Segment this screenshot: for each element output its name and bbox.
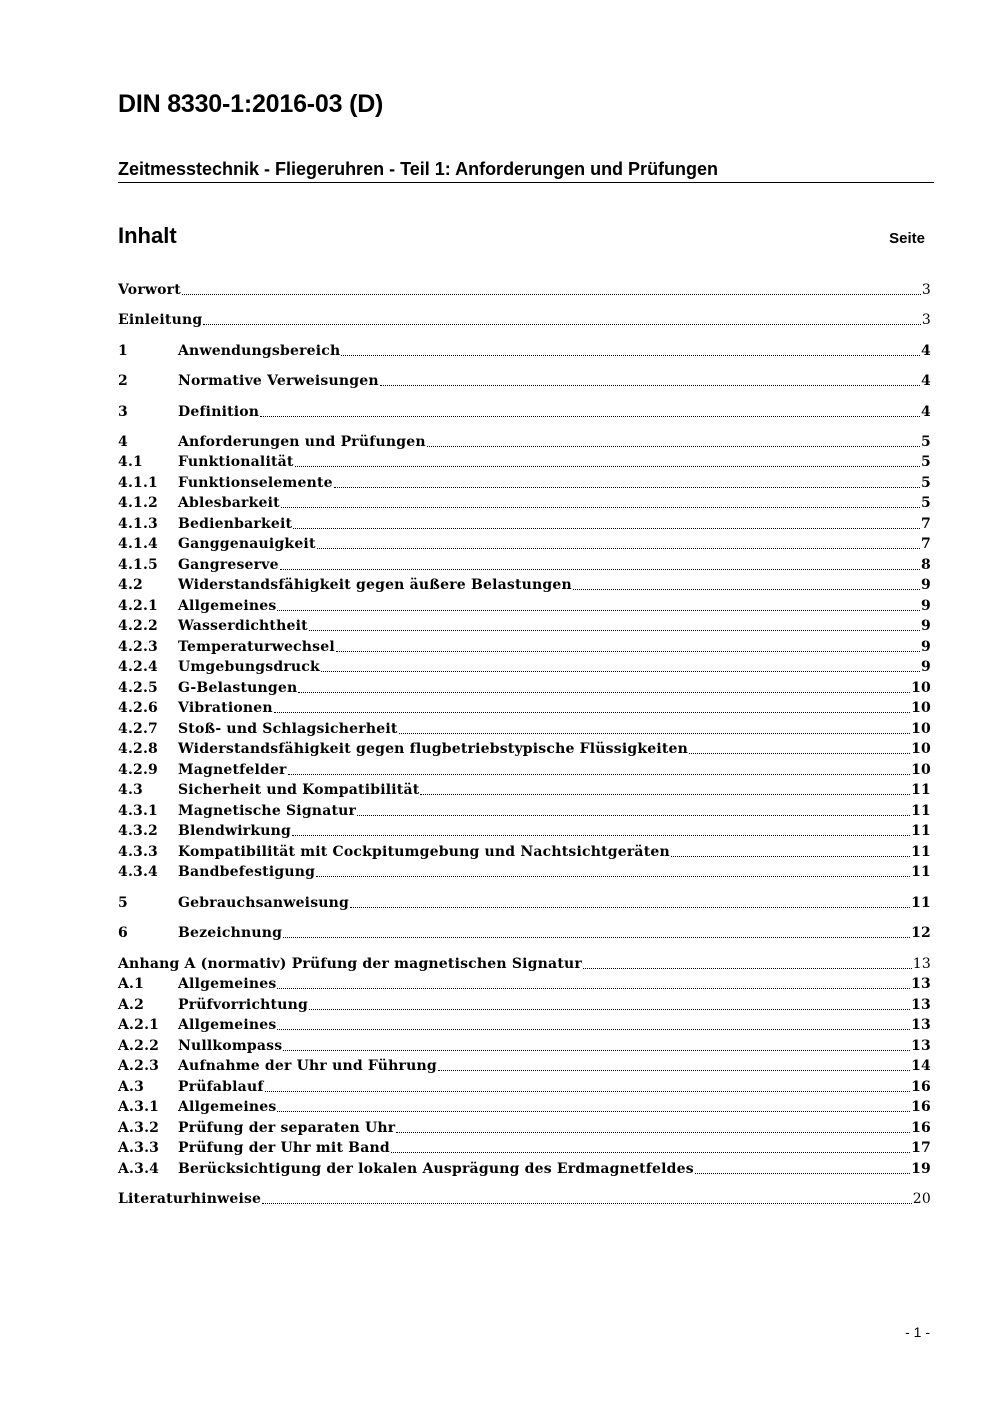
toc-entry-number: A.3.3 xyxy=(118,1140,160,1156)
toc-entry-number: A.2.3 xyxy=(118,1058,160,1074)
toc-dot-leader xyxy=(396,1131,910,1133)
toc-entry-title: Allgemeines xyxy=(178,1017,277,1033)
toc-entry-number: 4.3.3 xyxy=(118,844,158,860)
toc-entry-title: Blendwirkung xyxy=(178,823,292,839)
toc-entry-title: Aufnahme der Uhr und Führung xyxy=(178,1058,437,1074)
toc-entry-title: Widerstandsfähigkeit gegen flugbetriebstypische Flüssigkeiten xyxy=(178,741,689,757)
document-subtitle: Zeitmesstechnik - Fliegeruhren - Teil 1: Anforderungen und Prüfungen xyxy=(118,159,934,183)
toc-entry-page: 9 xyxy=(921,618,931,634)
toc-entry-title: Funktionselemente xyxy=(178,475,333,491)
toc-dot-leader xyxy=(283,936,910,938)
toc-entry[interactable] xyxy=(118,341,931,361)
toc-entry-page: 13 xyxy=(911,1038,931,1054)
toc-entry-page: 10 xyxy=(911,741,931,757)
toc-entry-title: Ablesbarkeit xyxy=(178,495,280,511)
toc-dot-leader xyxy=(277,1110,910,1112)
toc-entry-number: A.2.1 xyxy=(118,1017,160,1033)
toc-entry[interactable] xyxy=(118,432,931,452)
toc-heading: Inhalt xyxy=(118,223,177,248)
toc-entry-number: 4.3 xyxy=(118,782,143,798)
toc-entry[interactable] xyxy=(118,657,931,677)
toc-entry-title: Bezeichnung xyxy=(178,925,283,941)
toc-entry-page: 13 xyxy=(911,997,931,1013)
toc-entry-number: 4.1.4 xyxy=(118,536,158,552)
toc-entry[interactable] xyxy=(118,452,931,472)
page-number: - 1 - xyxy=(905,1324,930,1340)
toc-entry[interactable] xyxy=(118,678,931,698)
toc-dot-leader xyxy=(309,629,920,631)
toc-entry-number: 4.3.2 xyxy=(118,823,158,839)
toc-entry-page: 14 xyxy=(911,1058,931,1074)
toc-entry-page: 7 xyxy=(921,516,931,532)
toc-entry[interactable] xyxy=(118,821,931,841)
toc-entry-number: 4.2.6 xyxy=(118,700,158,716)
toc-entry-page: 7 xyxy=(921,536,931,552)
toc-entry-title: Prüfvorrichtung xyxy=(178,997,308,1013)
toc-entry-page: 10 xyxy=(911,680,931,696)
toc-entry[interactable] xyxy=(118,616,931,636)
toc-entry-title: Allgemeines xyxy=(178,976,277,992)
toc-entry-page: 4 xyxy=(921,373,931,389)
toc-entry-page: 9 xyxy=(921,659,931,675)
toc-entry-page: 20 xyxy=(912,1191,931,1207)
toc-entry-title: Normative Verweisungen xyxy=(178,373,379,389)
toc-entry-number: A.3 xyxy=(118,1079,145,1095)
toc-dot-leader xyxy=(689,752,910,754)
toc-entry-title: Magnetfelder xyxy=(178,762,287,778)
toc-entry-page: 16 xyxy=(911,1120,931,1136)
toc-entry-title: Gangreserve xyxy=(178,557,279,573)
toc-entry-page: 3 xyxy=(921,312,931,328)
toc-dot-leader xyxy=(277,609,920,611)
toc-entry-number: A.3.4 xyxy=(118,1161,160,1177)
toc-entry-title: Umgebungsdruck xyxy=(178,659,320,675)
toc-entry-page: 9 xyxy=(921,577,931,593)
toc-entry-page: 19 xyxy=(911,1161,931,1177)
toc-entry-title: Anhang A (normativ) Prüfung der magnetischen Signatur xyxy=(118,956,582,972)
toc-dot-leader xyxy=(281,506,920,508)
toc-entry-number: 6 xyxy=(118,925,128,941)
toc-dot-leader xyxy=(316,875,910,877)
toc-entry-title: Widerstandsfähigkeit gegen äußere Belastungen xyxy=(178,577,572,593)
toc-dot-leader xyxy=(280,568,920,570)
toc-entry[interactable] xyxy=(118,719,931,739)
toc-entry-number: 4.2.1 xyxy=(118,598,158,614)
toc-entry-title: Stoß- und Schlagsicherheit xyxy=(178,721,398,737)
toc-entry-page: 3 xyxy=(921,282,931,298)
toc-dot-leader xyxy=(293,527,920,529)
toc-entry-title: Wasserdichtheit xyxy=(178,618,308,634)
toc-entry-number: 4.2.3 xyxy=(118,639,158,655)
toc-dot-leader xyxy=(274,711,910,713)
toc-entry-page: 16 xyxy=(911,1099,931,1115)
toc-entry[interactable] xyxy=(118,280,931,300)
toc-entry-title: Sicherheit und Kompatibilität xyxy=(178,782,420,798)
toc-entry-page: 11 xyxy=(911,844,931,860)
toc-entry[interactable] xyxy=(118,473,931,493)
toc-entry-title: Magnetische Signatur xyxy=(178,803,357,819)
toc-entry-page: 8 xyxy=(921,557,931,573)
toc-entry[interactable] xyxy=(118,1097,931,1117)
toc-entry[interactable] xyxy=(118,801,931,821)
toc-entry[interactable] xyxy=(118,862,931,882)
toc-entry-number: A.2.2 xyxy=(118,1038,160,1054)
toc-entry-page: 12 xyxy=(911,925,931,941)
toc-dot-leader xyxy=(573,588,920,590)
toc-entry-title: Vibrationen xyxy=(178,700,273,716)
toc-dot-leader xyxy=(334,486,920,488)
toc-entry[interactable] xyxy=(118,402,931,422)
toc-entry-page: 13 xyxy=(912,956,931,972)
toc-entry[interactable] xyxy=(118,575,931,595)
toc-entry-page: 5 xyxy=(921,475,931,491)
toc-entry-number: 4.2.8 xyxy=(118,741,158,757)
toc-entry-number: 4.2.4 xyxy=(118,659,158,675)
toc-dot-leader xyxy=(336,650,920,652)
toc-entry-title: Funktionalität xyxy=(178,454,294,470)
toc-entry-number: 4.1.2 xyxy=(118,495,158,511)
toc-entry-title: Literaturhinweise xyxy=(118,1191,262,1207)
toc-entry-page: 5 xyxy=(921,495,931,511)
toc-entry[interactable] xyxy=(118,893,931,913)
toc-entry-number: A.3.2 xyxy=(118,1120,160,1136)
toc-entry-number: A.3.1 xyxy=(118,1099,160,1115)
toc-entry-number: 5 xyxy=(118,895,128,911)
toc-entry-title: G-Belastungen xyxy=(178,680,298,696)
toc-page-column-label: Seite xyxy=(889,230,925,247)
toc-entry-page: 13 xyxy=(911,976,931,992)
toc-entry-page: 11 xyxy=(911,895,931,911)
toc-entry-page: 11 xyxy=(911,823,931,839)
toc-dot-leader xyxy=(671,855,910,857)
toc-dot-leader xyxy=(260,415,920,417)
toc-entry-title: Kompatibilität mit Cockpitumgebung und Nachtsichtgeräten xyxy=(178,844,670,860)
toc-entry-number: A.1 xyxy=(118,976,145,992)
toc-entry[interactable] xyxy=(118,974,931,994)
toc-entry[interactable] xyxy=(118,842,931,862)
toc-entry[interactable] xyxy=(118,954,931,974)
toc-dot-leader xyxy=(292,834,910,836)
toc-entry-title: Bedienbarkeit xyxy=(178,516,293,532)
toc-dot-leader xyxy=(321,670,920,672)
toc-entry-title: Prüfablauf xyxy=(178,1079,264,1095)
toc-entry-number: 4.1 xyxy=(118,454,143,470)
toc-dot-leader xyxy=(341,354,920,356)
toc-entry[interactable] xyxy=(118,780,931,800)
toc-entry-title: Bandbefestigung xyxy=(178,864,316,880)
toc-entry-page: 13 xyxy=(911,1017,931,1033)
toc-entry[interactable] xyxy=(118,760,931,780)
toc-dot-leader xyxy=(695,1172,910,1174)
toc-entry-number: 4.2.5 xyxy=(118,680,158,696)
toc-entry[interactable] xyxy=(118,1138,931,1158)
toc-entry-page: 17 xyxy=(911,1140,931,1156)
toc-entry-number: 1 xyxy=(118,343,128,359)
toc-entry-title: Einleitung xyxy=(118,312,203,328)
toc-dot-leader xyxy=(203,323,921,325)
toc-dot-leader xyxy=(357,814,910,816)
toc-entry[interactable] xyxy=(118,1118,931,1138)
toc-entry[interactable] xyxy=(118,923,931,943)
toc-entry[interactable] xyxy=(118,493,931,513)
toc-dot-leader xyxy=(583,967,912,969)
toc-entry-number: 4.2 xyxy=(118,577,143,593)
toc-entry[interactable] xyxy=(118,310,931,330)
toc-dot-leader xyxy=(350,906,910,908)
toc-entry-page: 5 xyxy=(921,434,931,450)
toc-dot-leader xyxy=(277,987,910,989)
toc-entry-page: 4 xyxy=(921,343,931,359)
toc-entry-page: 16 xyxy=(911,1079,931,1095)
toc-dot-leader xyxy=(182,293,921,295)
toc-dot-leader xyxy=(265,1090,911,1092)
toc-entry[interactable] xyxy=(118,1015,931,1035)
toc-entry[interactable] xyxy=(118,637,931,657)
toc-entry-page: 11 xyxy=(911,864,931,880)
toc-entry-number: 4.1.3 xyxy=(118,516,158,532)
toc-entry[interactable] xyxy=(118,1077,931,1097)
toc-entry[interactable] xyxy=(118,514,931,534)
toc-entry-number: 4.1.5 xyxy=(118,557,158,573)
toc-entry-number: 2 xyxy=(118,373,128,389)
toc-entry-title: Prüfung der Uhr mit Band xyxy=(178,1140,390,1156)
toc-entry-number: 4.3.4 xyxy=(118,864,158,880)
toc-entry[interactable] xyxy=(118,555,931,575)
toc-dot-leader xyxy=(288,773,910,775)
toc-entry[interactable] xyxy=(118,1159,931,1179)
toc-entry[interactable] xyxy=(118,596,931,616)
toc-entry-page: 9 xyxy=(921,598,931,614)
toc-entry[interactable] xyxy=(118,1189,931,1209)
toc-entry-title: Ganggenauigkeit xyxy=(178,536,316,552)
toc-dot-leader xyxy=(438,1069,910,1071)
toc-entry[interactable] xyxy=(118,739,931,759)
toc-dot-leader xyxy=(262,1202,912,1204)
toc-entry-title: Nullkompass xyxy=(178,1038,283,1054)
toc-entry[interactable] xyxy=(118,1036,931,1056)
toc-entry-title: Allgemeines xyxy=(178,598,277,614)
toc-entry-title: Anwendungsbereich xyxy=(178,343,341,359)
toc-dot-leader xyxy=(298,691,910,693)
toc-dot-leader xyxy=(427,445,920,447)
toc-entry-number: 4.2.7 xyxy=(118,721,158,737)
toc-entry-page: 10 xyxy=(911,762,931,778)
toc-entry-page: 5 xyxy=(921,454,931,470)
toc-entry-title: Prüfung der separaten Uhr xyxy=(178,1120,396,1136)
toc-dot-leader xyxy=(317,547,920,549)
toc-dot-leader xyxy=(295,465,920,467)
toc-entry-number: 4.2.2 xyxy=(118,618,158,634)
toc-entry-page: 4 xyxy=(921,404,931,420)
toc-dot-leader xyxy=(283,1049,910,1051)
toc-entry[interactable] xyxy=(118,534,931,554)
toc-entry-number: 4.1.1 xyxy=(118,475,158,491)
toc-entry-title: Gebrauchsanweisung xyxy=(178,895,350,911)
toc-dot-leader xyxy=(277,1028,910,1030)
toc-entry-number: 4.3.1 xyxy=(118,803,158,819)
toc-entry[interactable] xyxy=(118,371,931,391)
toc-dot-leader xyxy=(309,1008,910,1010)
toc-entry-number: 3 xyxy=(118,404,128,420)
toc-entry-page: 10 xyxy=(911,721,931,737)
toc-entry-number: 4.2.9 xyxy=(118,762,158,778)
toc-dot-leader xyxy=(399,732,911,734)
toc-entry[interactable] xyxy=(118,995,931,1015)
toc-entry[interactable] xyxy=(118,1056,931,1076)
toc-entry-title: Allgemeines xyxy=(178,1099,277,1115)
toc-entry-title: Berücksichtigung der lokalen Ausprägung des Erdmagnetfeldes xyxy=(178,1161,694,1177)
toc-dot-leader xyxy=(391,1151,910,1153)
toc-entry-page: 11 xyxy=(911,803,931,819)
toc-entry-title: Temperaturwechsel xyxy=(178,639,335,655)
document-title: DIN 8330-1:2016-03 (D) xyxy=(118,90,384,118)
toc-entry-title: Vorwort xyxy=(118,282,181,298)
toc-entry-number: A.2 xyxy=(118,997,145,1013)
toc-entry-title: Anforderungen und Prüfungen xyxy=(178,434,426,450)
toc-dot-leader xyxy=(380,384,920,386)
toc-entry-title: Definition xyxy=(178,404,260,420)
toc-dot-leader xyxy=(420,793,910,795)
toc-entry-page: 11 xyxy=(911,782,931,798)
toc-entry-page: 9 xyxy=(921,639,931,655)
toc-entry-page: 10 xyxy=(911,700,931,716)
toc-entry[interactable] xyxy=(118,698,931,718)
toc-entry-number: 4 xyxy=(118,434,128,450)
